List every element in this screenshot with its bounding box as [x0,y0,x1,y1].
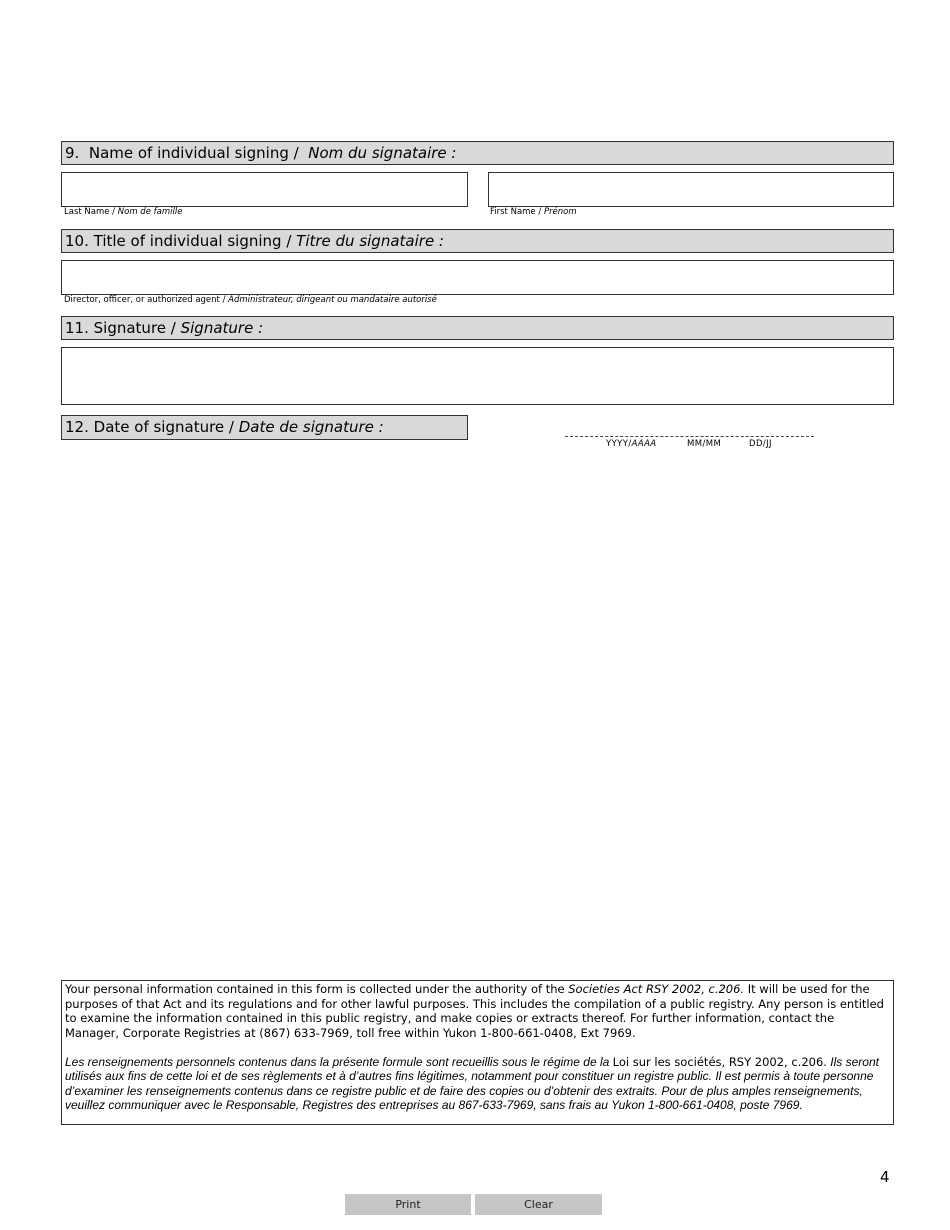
date-format-day: DD/JJ [749,439,772,449]
date-year-en: YYYY/ [606,439,632,449]
print-button[interactable]: Print [345,1194,471,1215]
privacy-notice-en [65,982,890,1040]
privacy-notice [61,980,894,1125]
section-10-header [61,229,894,253]
privacy-fr-act: Loi sur les sociétés, RSY 2002, c.206. [612,1054,827,1069]
section-10-number: 10. [65,232,89,250]
section-12-header [61,415,468,440]
first-name-field[interactable] [488,172,894,207]
section-11-header [61,316,894,340]
page-number: 4 [880,1168,890,1186]
section-12-label-en: Date of signature / [93,418,234,436]
section-11-label-fr: Signature : [180,319,264,337]
privacy-en-part1: Your personal information contained in this form is collected under the authority of the [65,982,569,996]
privacy-en-act: Societies Act RSY 2002, c.206. [568,982,745,996]
last-name-field[interactable] [61,172,468,207]
section-9-label-en: Name of individual signing / [88,144,299,162]
date-format-year [606,439,657,449]
section-9-header [61,141,894,165]
first-name-caption [490,207,577,217]
signature-field[interactable] [61,347,894,405]
date-year-fr: AAAA [631,439,657,449]
first-name-caption-fr: Prénom [543,207,577,217]
section-12-label-fr: Date de signature : [238,418,384,436]
date-format-month: MM/MM [687,439,722,449]
section-11-label-en: Signature / [93,319,176,337]
first-name-caption-en: First Name / [490,207,542,217]
title-caption-en: Director, officer, or authorized agent / [64,295,226,305]
last-name-caption [64,207,182,217]
last-name-caption-fr: Nom de famille [117,207,183,217]
date-input-line[interactable] [565,436,814,437]
title-caption [64,295,437,305]
section-12-number: 12. [65,418,89,436]
clear-button[interactable]: Clear [475,1194,602,1215]
section-9-number: 9. [65,144,80,162]
title-field[interactable] [61,260,894,295]
privacy-fr-part1: Les renseignements personnels contenus dans la présente formule sont recueillis sous le régime de la [65,1054,613,1069]
privacy-fr-part2: Ils seront utilisés aux fins de cette loi et de ses règlements et à d’autres fins légitimes, notamment pour constituer un registre public. Il est permis à toute personne d’examiner les renseignements contenus dans ce registre public et de faire des copies ou d’obtenir des extraits. Pour de plus amples renseignements, veuillez communiquer avec le Responsable, Registres des entreprises au 867-633-7969, sans frais au Yukon 1-800-661-0408, poste 7969. [65,1054,879,1112]
last-name-caption-en: Last Name / [64,207,116,217]
section-9-label-fr: Nom du signataire : [308,144,457,162]
title-caption-fr: Administrateur, dirigeant ou mandataire autorisé [228,295,437,305]
privacy-notice-fr [65,1055,890,1113]
privacy-en-part2: It will be used for the purposes of that Act and its regulations and for other lawful purposes. This includes the compilation of a public registry. Any person is entitled to examine the information contained in this public registry, and make copies or extracts thereof. For further information, contact the Manager, Corporate Registries at (867) 633-7969, toll free within Yukon 1-800-661-0408, Ext 7969. [65,982,884,1040]
section-10-label-fr: Titre du signataire : [296,232,444,250]
section-10-label-en: Title of individual signing / [93,232,292,250]
section-11-number: 11. [65,319,89,337]
